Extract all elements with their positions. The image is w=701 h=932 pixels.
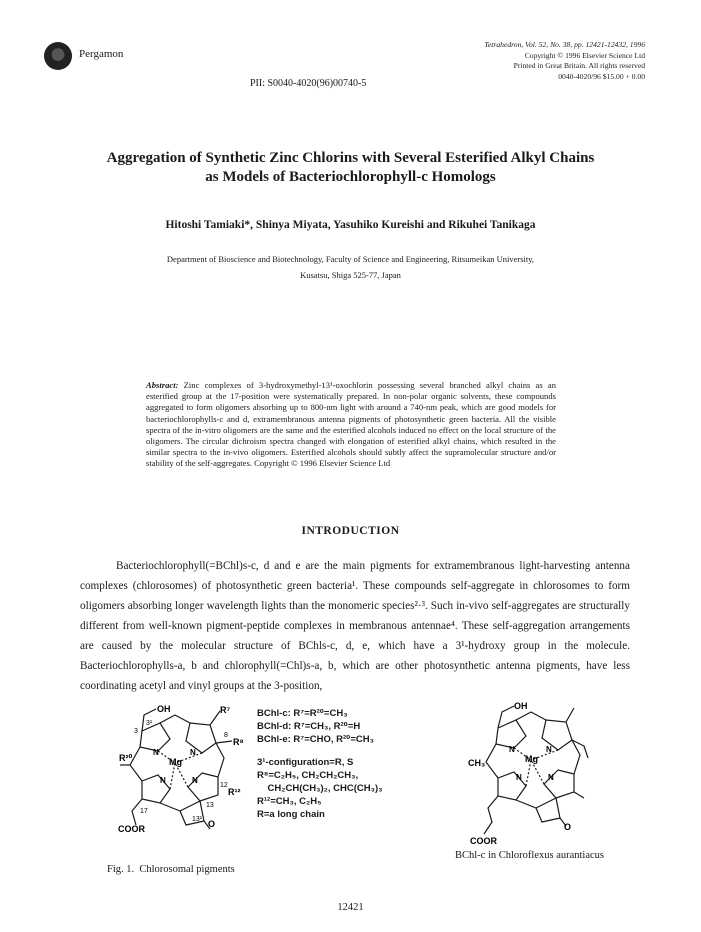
r7-label: R⁷	[220, 705, 231, 715]
affiliation-line-2: Kusatsu, Shiga 525-77, Japan	[300, 270, 401, 280]
journal-info	[365, 40, 645, 82]
legend-r12: R¹²=CH₃, C₂H₅	[257, 796, 322, 807]
affiliation	[60, 251, 641, 283]
bchl-c-chloroflexus-structure	[470, 698, 590, 848]
pii-code: PII: S0040-4020(96)00740-5	[250, 78, 367, 89]
title-line-2: as Models of Bacteriochlorophyll-c Homologs	[205, 169, 496, 185]
r12-label: R¹²	[228, 787, 241, 797]
authors: Hitoshi Tamiaki*, Shinya Miyata, Yasuhiko Kureishi and Rikuhei Tanikaga	[165, 219, 536, 231]
paper-title	[60, 149, 641, 187]
pigment-legend	[257, 707, 383, 821]
position-31-label: 3¹	[146, 720, 153, 727]
right-oxo-label: O	[564, 822, 572, 832]
right-mg-label: Mg	[525, 754, 538, 764]
legend-bchl-c: BChl-c: R⁷=R²⁰=CH₃	[257, 708, 348, 719]
journal-citation: Tetrahedron, Vol. 52, No. 38, pp. 12421-12432, 1996	[484, 40, 645, 49]
n-atom-a-label: N	[153, 748, 159, 757]
introduction-paragraph	[80, 556, 630, 696]
journal-printed: Printed in Great Britain. All rights reserved	[513, 61, 645, 70]
oxo-label: O	[208, 819, 216, 829]
journal-copyright: Copyright © 1996 Elsevier Science Ltd	[524, 50, 645, 60]
right-n-atom-a-label: N	[509, 745, 515, 754]
publisher-name: Pergamon	[79, 48, 124, 60]
journal-price: 0040-4020/96 $15.00 + 0.00	[558, 71, 645, 81]
right-n-atom-b-label: N	[546, 745, 552, 754]
figure-caption: Fig. 1. Chlorosomal pigments	[107, 864, 235, 875]
n-atom-c-label: N	[192, 776, 198, 785]
introduction-text: Bacteriochlorophyll(=BChl)s-c, d and e are the main pigments for extramembranous light-harvesting antenna complexes (chlorosomes) of photosynthetic green bacteria¹. These compounds self-aggregate in chlorosomes to form oligomers absorbing longer wavelength lights than the monomeric species²·³. Such in-vivo self-aggregates are structurally different from well-known pigment-peptide complexes in membranous antennae⁴. These self-aggregation arrangements are caused by the molecular structure of BChls-c, d, e, which have a 3¹-hydroxy group in the molecule. Bacteriochlorophylls-a, b and chlorophyll(=Chl)s-a, b, which are other photosynthetic antenna pigments, have less coordinating acetyl and vinyl groups at the 3-position,	[80, 560, 630, 692]
position-12-label: 12	[220, 782, 228, 789]
legend-bchl-e: BChl-e: R⁷=CHO, R²⁰=CH₃	[257, 734, 374, 745]
right-n-atom-d-label: N	[516, 773, 522, 782]
n-atom-d-label: N	[160, 776, 166, 785]
right-oh-label: OH	[514, 701, 528, 711]
r20-label: R²⁰	[119, 753, 133, 763]
r8-label: R⁸	[233, 737, 244, 747]
structure-caption: BChl-c in Chloroflexus aurantiacus	[455, 850, 605, 861]
title-line-1: Aggregation of Synthetic Zinc Chlorins with Several Esterified Alkyl Chains	[106, 150, 595, 166]
legend-r8: R⁸=C₂H₅, CH₂CH₂CH₃,	[257, 770, 359, 781]
pergamon-logo	[44, 42, 72, 70]
legend-spacer	[257, 746, 383, 756]
coor-label: COOR	[118, 824, 145, 834]
position-8-label: 8	[224, 732, 228, 739]
position-131-label: 13¹	[192, 816, 203, 823]
right-coor-label: COOR	[470, 836, 497, 846]
affiliation-line-1: Department of Bioscience and Biotechnology, Faculty of Science and Engineering, Ritsumeikan University,	[166, 254, 535, 264]
page-number: 12421	[337, 902, 364, 913]
abstract	[146, 380, 556, 470]
n-atom-b-label: N	[190, 748, 196, 757]
legend-r8-continued: CH₂CH(CH₃)₂, CHC(CH₃)₃	[257, 783, 383, 794]
abstract-label: Abstract:	[146, 380, 179, 390]
legend-configuration: 3¹-configuration=R, S	[257, 757, 354, 768]
right-ch3-label: CH₃	[468, 758, 486, 768]
abstract-text: Zinc complexes of 3-hydroxymethyl-13¹-oxochlorin possessing several branched alkyl chains as an esterified group at the 17-position were systematically prepared. In non-polar organic solvents, these compounds aggregated to form oligomers absorbing up to 800-nm light with around a 740-nm peak, which are good models for bacteriochlorophylls-c and d, extramembranous antenna pigments of photosynthetic green bacteria. All the visible spectra of the in-vitro oligomers are the same and the esterified alcohols induced no effect on the local structure of the oligomers. The circular dichroism spectra changed with elongation of esterified alkyl chains, which resulted in the similar spectra to the in-vivo oligomers. Esterified alcohols should subtly affect the supramolecular structure and/or stability of the self-aggregates. Copyright © 1996 Elsevier Science Ltd	[146, 380, 557, 469]
position-13-label: 13	[206, 802, 214, 809]
oh-label: OH	[157, 704, 171, 714]
legend-r: R=a long chain	[257, 809, 325, 820]
bchl-structure-diagram	[120, 703, 258, 833]
section-heading-introduction: INTRODUCTION	[301, 525, 400, 537]
right-n-atom-c-label: N	[548, 773, 554, 782]
position-17-label: 17	[140, 808, 148, 815]
mg-label: Mg	[169, 757, 182, 767]
legend-bchl-d: BChl-d: R⁷=CH₃, R²⁰=H	[257, 721, 361, 732]
position-3-label: 3	[134, 728, 138, 735]
